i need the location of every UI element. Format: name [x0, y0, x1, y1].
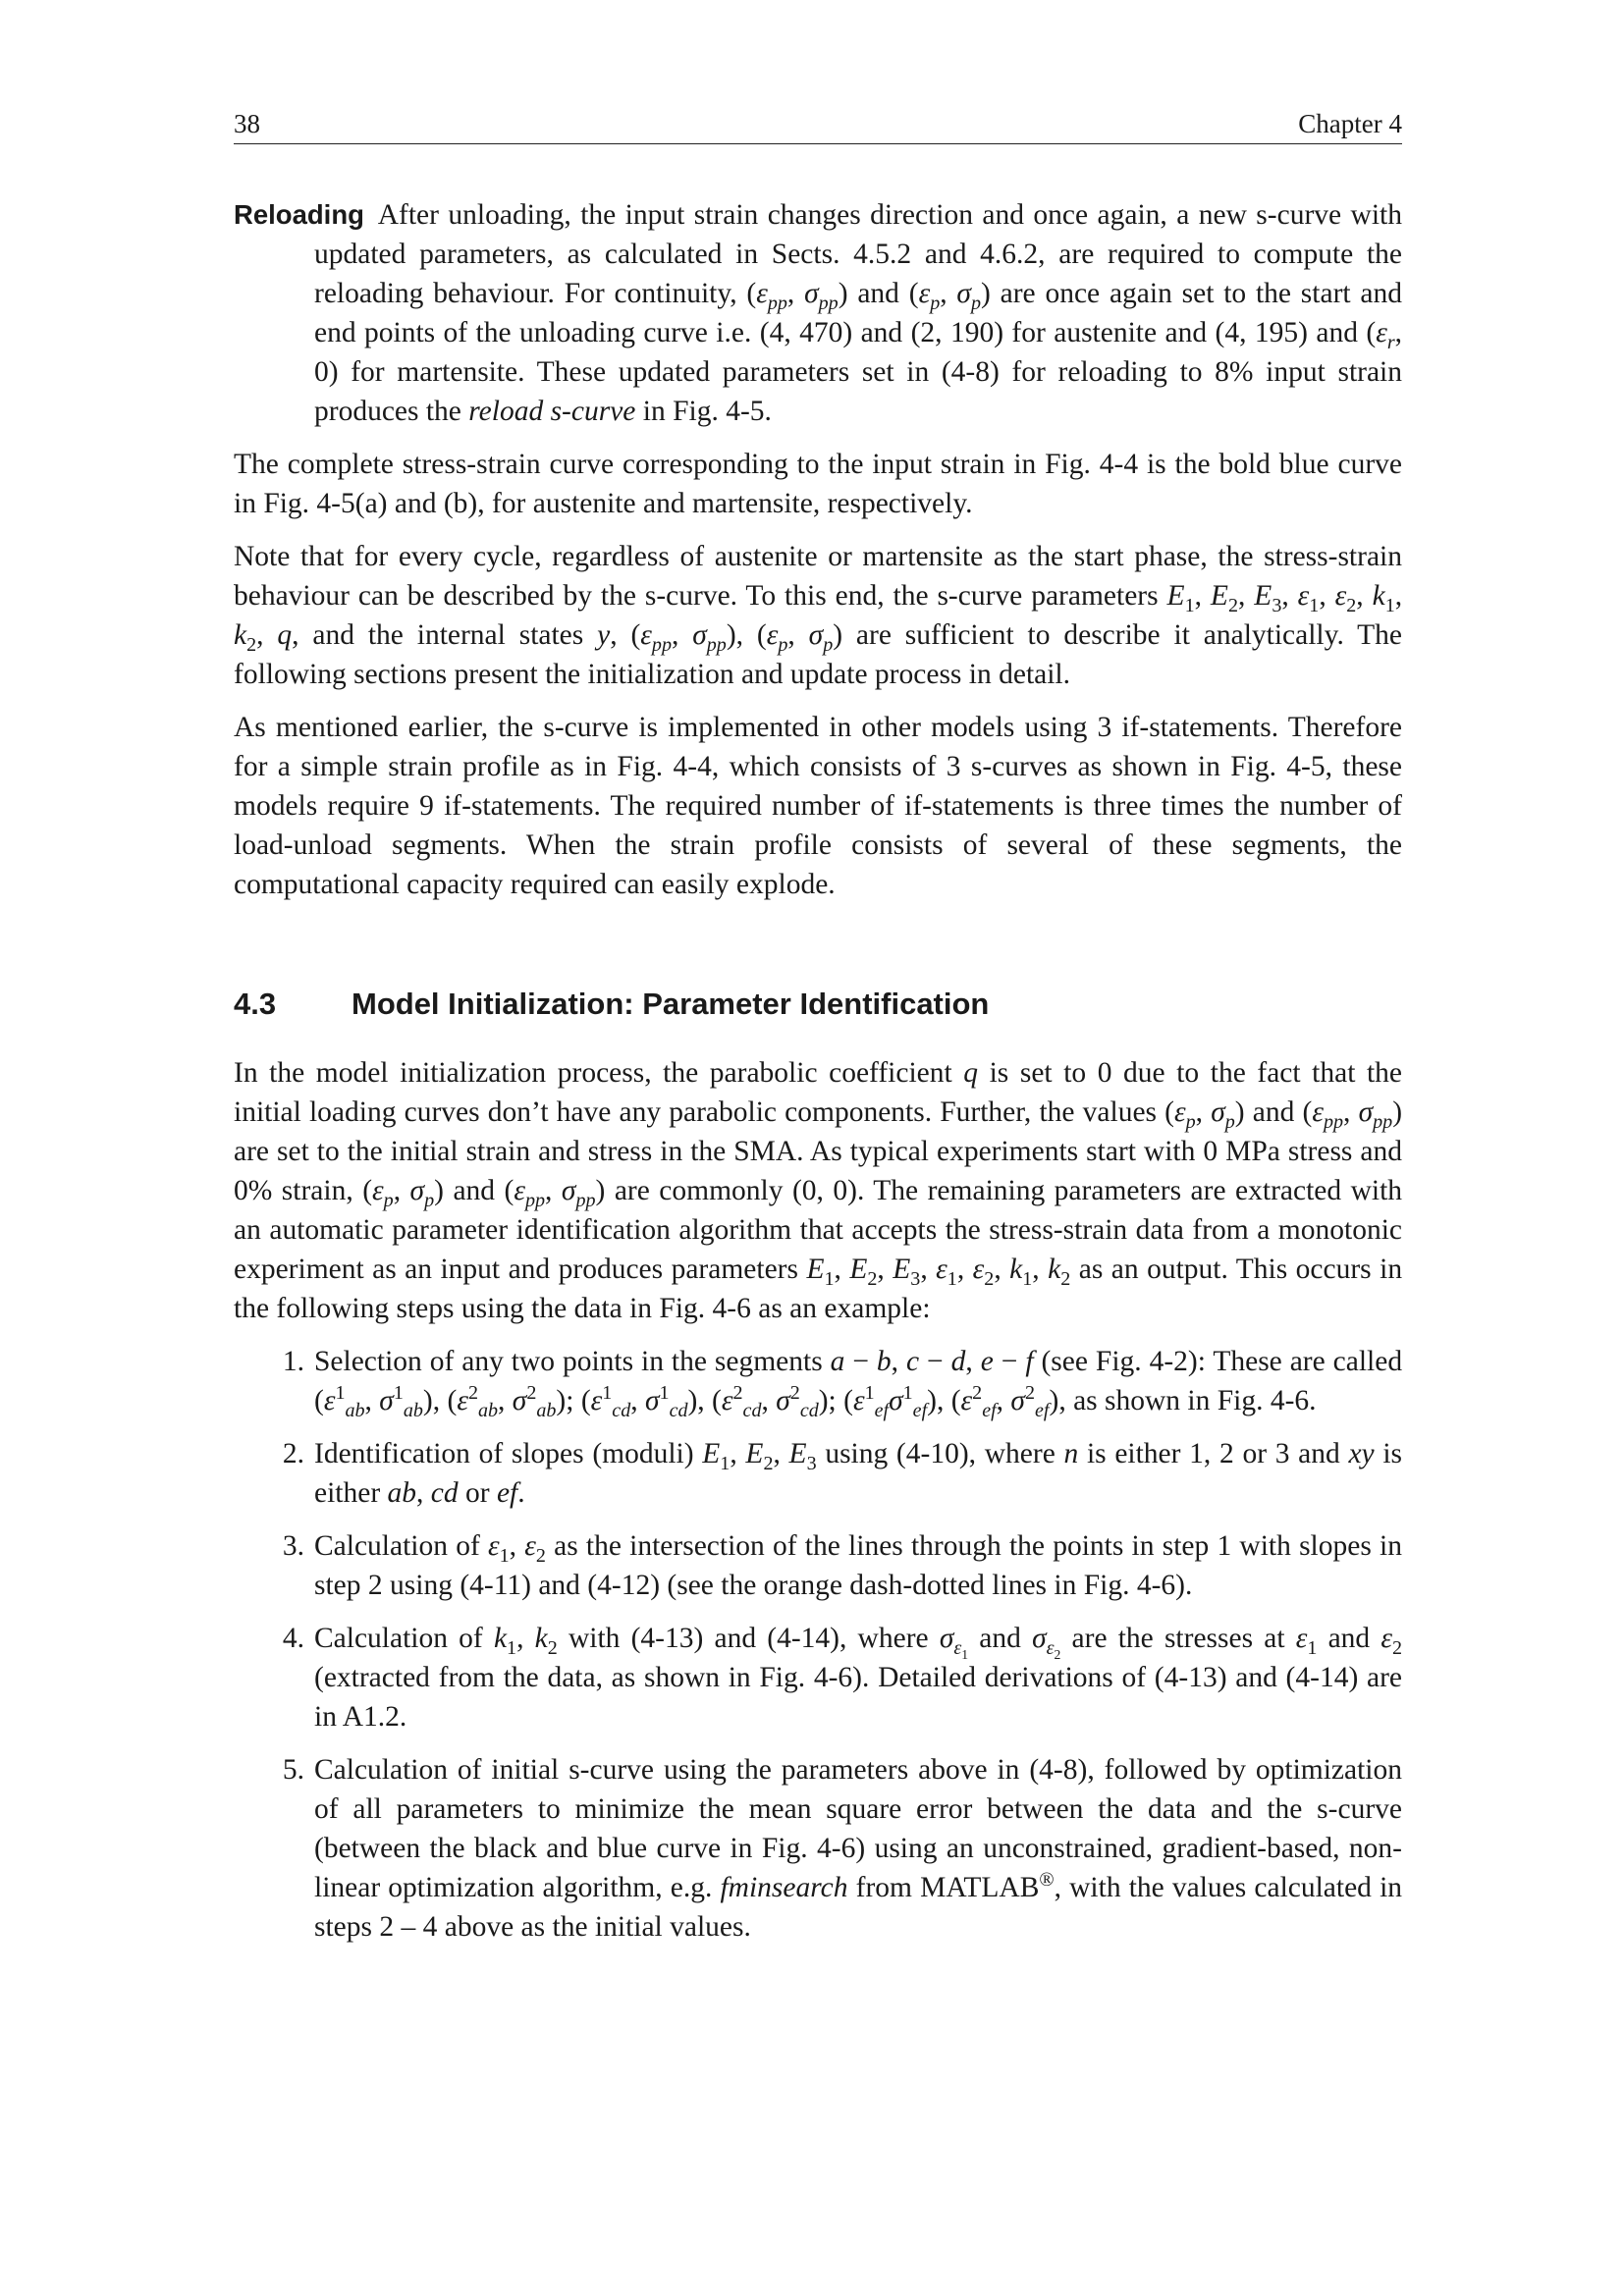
- section-title: Model Initialization: Parameter Identification: [352, 987, 990, 1021]
- paragraph-complete-curve: The complete stress-strain curve corresponding to the input strain in Fig. 4-4 is the bold blue curve in Fig. 4-5(a) and (b), for austenite and martensite, respectively.: [234, 449, 1402, 519]
- paragraph-initialization: In the model initialization process, the parabolic coefficient q is set to 0 due to the fact that the initial loading curves don’t have any parabolic components. Further, the values ($\varepsilon_p$, $\sigma_p$) and ($\varepsilon_{pp}$, $\sigma_{pp}$) are set to the initial strain and stress in the SMA. As typical experiments start with 0 MPa stress and 0% strain, ($\varepsilon_p$, $\sigma_p$) and ($\varepsilon_{pp}$, $\sigma_{pp}$) are commonly (0, 0). The remaining parameters are extracted with an automatic parameter identification algorithm that accepts the stress-strain data from a monotonic experiment as an input and produces parameters $E_1$, $E_2$, $E_3$, $\varepsilon_1$, $\varepsilon_2$, $k_1$, $k_2$ as an output. This occurs in the following steps using the data in Fig. 4-6 as an example:: [234, 1057, 1403, 1324]
- section-number: 4.3: [234, 987, 277, 1021]
- reloading-label: Reloading: [234, 199, 364, 230]
- step-number: 2.: [282, 1438, 304, 1469]
- step-number: 1.: [282, 1346, 304, 1377]
- list-item: 3. Calculation of $\varepsilon_1$, $\varepsilon_2$ as the intersection of the lines through the points in step 1 with slopes in step 2 using (4-11) and (4-12) (see the orange dash-dotted lines in Fig. 4-6).: [234, 1526, 1402, 1605]
- reload-s-curve-term: reload s-curve: [468, 396, 636, 427]
- steps-list: [234, 1342, 1402, 1947]
- running-head: [234, 108, 1402, 144]
- step-number: 4.: [282, 1623, 304, 1654]
- step-number: 5.: [282, 1754, 304, 1786]
- list-item: 5. Calculation of initial s-curve using the parameters above in (4-8), followed by optimization of all parameters to minimize the mean square error between the data and the s-curve (between the black and blue curve in Fig. 4-6) using an unconstrained, gradient-based, non-linear optimization algorithm, e.g. fminsearch from MATLAB®, with the values calculated in steps 2 – 4 above as the initial values.: [234, 1750, 1402, 1947]
- reloading-paragraph: Reloading After unloading, the input strain changes direction and once again, a new s-curve with updated parameters, as calculated in Sects. 4.5.2 and 4.6.2, are required to compute the reloading behaviour. For continuity, ($\varepsilon_{pp}$, $\sigma_{pp}$) and ($\varepsilon_p$, $\sigma_p$) are once again set to the start and end points of the unloading curve i.e. (4, 470) and (2, 190) for austenite and (4, 195) and ($\varepsilon_r$, 0) for martensite. These updated parameters set in (4-8) for reloading to 8% input strain produces the reload s-curve in Fig. 4-5.: [234, 199, 1403, 427]
- list-item: 1. Selection of any two points in the segments a − b, c − d, e − f (see Fig. 4-2): These are called ($\varepsilon^1_{ab}$, $\sigma^1_{ab}$), ($\varepsilon^2_{ab}$, $\sigma^2_{ab}$); ($\varepsilon^1_{cd}$, $\sigma^1_{cd}$), ($\varepsilon^2_{cd}$, $\sigma^2_{cd}$); $(\varepsilon^1_{ef}\sigma^1_{ef})$, ($\varepsilon^2_{ef}$, $\sigma^2_{ef}$), as shown in Fig. 4-6.: [234, 1342, 1402, 1420]
- paragraph-s-curve-cycle: Note that for every cycle, regardless of austenite or martensite as the start phase, the stress-strain behaviour can be described by the s-curve. To this end, the s-curve parameters $E_1$, $E_2$, $E_3$, $\varepsilon_1$, $\varepsilon_2$, $k_1$, $k_2$, q, and the internal states y, ($\varepsilon_{pp}$, $\sigma_{pp}$), ($\varepsilon_p$, $\sigma_p$) are sufficient to describe it analytically. The following sections present the initialization and update process in detail.: [234, 541, 1403, 690]
- page: [234, 108, 1402, 1960]
- page-number: 38: [234, 109, 260, 138]
- paragraph-if-statements: As mentioned earlier, the s-curve is implemented in other models using 3 if-statements. Therefore for a simple strain profile as in Fig. 4-4, which consists of 3 s-curves as shown in Fig. 4-5, these models require 9 if-statements. The required number of if-statements is three times the number of load-unload segments. When the strain profile consists of several of these segments, the computational capacity required can easily explode.: [234, 712, 1402, 900]
- chapter-label: Chapter 4: [1298, 109, 1402, 138]
- step-number: 3.: [282, 1530, 304, 1562]
- list-item: 4. Calculation of $k_1$, $k_2$ with (4-13) and (4-14), where $\sigma_{\varepsilon_1}$ and $\sigma_{\varepsilon_2}$ are the stresses at $\varepsilon_1$ and $\varepsilon_2$ (extracted from the data, as shown in Fig. 4-6). Detailed derivations of (4-13) and (4-14) are in A1.2.: [234, 1619, 1402, 1736]
- fminsearch-term: fminsearch: [720, 1872, 848, 1903]
- section-heading: [234, 985, 1402, 1024]
- list-item: 2. Identification of slopes (moduli) $E_1$, $E_2$, $E_3$ using (4-10), where n is either 1, 2 or 3 and xy is either ab, cd or ef.: [234, 1434, 1402, 1513]
